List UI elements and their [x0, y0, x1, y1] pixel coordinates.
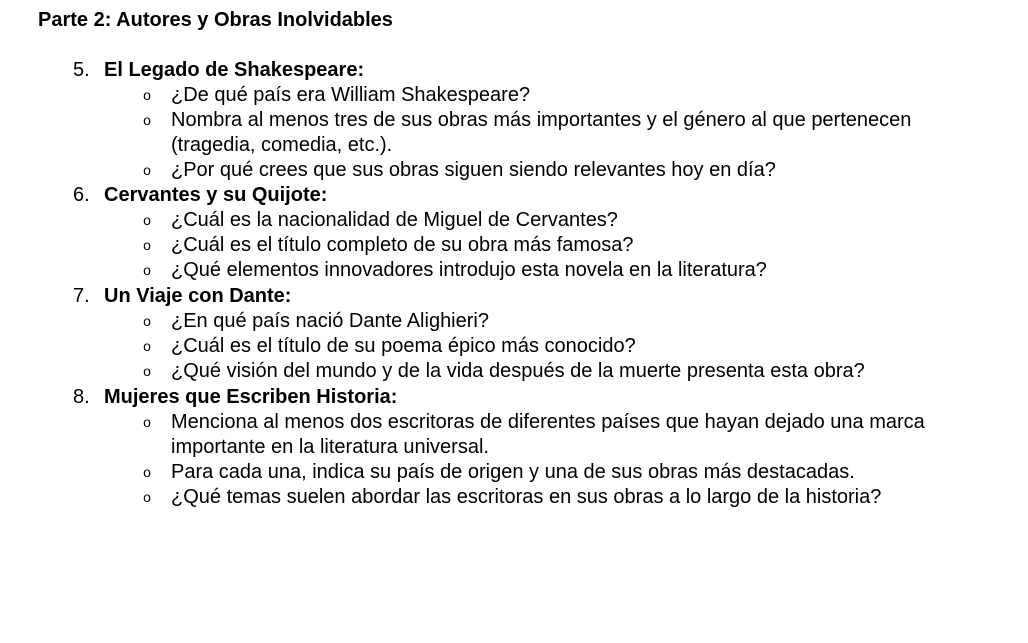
list-item: [0, 258, 1028, 283]
question-text: ¿Cuál es la nacionalidad de Miguel de Cervantes?: [171, 209, 618, 231]
bullet-icon: o: [143, 414, 151, 430]
section-7: [0, 284, 1028, 384]
bullet-icon: o: [143, 87, 151, 103]
question-text: ¿Qué elementos innovadores introdujo esta novela en la literatura?: [171, 259, 767, 281]
section-title: El Legado de Shakespeare:: [104, 59, 365, 81]
question-text: ¿Por qué crees que sus obras siguen siendo relevantes hoy en día?: [171, 159, 776, 181]
bullet-icon: o: [143, 237, 151, 253]
section-heading: [0, 284, 1028, 309]
question-text: ¿Cuál es el título de su poema épico más conocido?: [171, 335, 636, 357]
question-text: Menciona al menos dos escritoras de diferentes países que hayan dejado una marca importante en la literatura universal.: [171, 411, 925, 458]
list-item: [0, 83, 1028, 108]
list-item: [0, 108, 1028, 158]
section-number: 8.: [73, 386, 90, 408]
section-title: Mujeres que Escriben Historia:: [104, 386, 398, 408]
section-6: [0, 183, 1028, 283]
list-item: [0, 485, 1028, 510]
list-item: [0, 460, 1028, 485]
question-text: Para cada una, indica su país de origen y una de sus obras más destacadas.: [171, 461, 855, 483]
question-text: ¿En qué país nació Dante Alighieri?: [171, 310, 489, 332]
section-number: 5.: [73, 59, 90, 81]
section-heading: [0, 183, 1028, 208]
question-text: ¿Qué temas suelen abordar las escritoras en sus obras a lo largo de la historia?: [171, 486, 882, 508]
list-item: [0, 309, 1028, 334]
list-item: [0, 410, 1028, 460]
section-title: Un Viaje con Dante:: [104, 285, 292, 307]
bullet-icon: o: [143, 313, 151, 329]
section-number: 6.: [73, 184, 90, 206]
bullet-icon: o: [143, 212, 151, 228]
list-item: [0, 233, 1028, 258]
section-title: Cervantes y su Quijote:: [104, 184, 328, 206]
bullet-icon: o: [143, 489, 151, 505]
bullet-icon: o: [143, 162, 151, 178]
bullet-icon: o: [143, 464, 151, 480]
list-item: [0, 158, 1028, 183]
bullet-icon: o: [143, 262, 151, 278]
list-item: [0, 359, 1028, 384]
section-5: [0, 58, 1028, 183]
question-text: ¿Cuál es el título completo de su obra más famosa?: [171, 234, 634, 256]
list-item: [0, 334, 1028, 359]
bullet-icon: o: [143, 363, 151, 379]
question-text: Nombra al menos tres de sus obras más importantes y el género al que pertenecen (tragedia, comedia, etc.).: [171, 109, 912, 156]
bullet-icon: o: [143, 112, 151, 128]
section-heading: [0, 58, 1028, 83]
part-title: Parte 2: Autores y Obras Inolvidables: [38, 9, 393, 31]
question-text: ¿De qué país era William Shakespeare?: [171, 84, 531, 106]
section-number: 7.: [73, 285, 90, 307]
section-heading: [0, 385, 1028, 410]
question-text: ¿Qué visión del mundo y de la vida después de la muerte presenta esta obra?: [171, 360, 865, 382]
list-item: [0, 208, 1028, 233]
section-8: [0, 385, 1028, 510]
bullet-icon: o: [143, 338, 151, 354]
